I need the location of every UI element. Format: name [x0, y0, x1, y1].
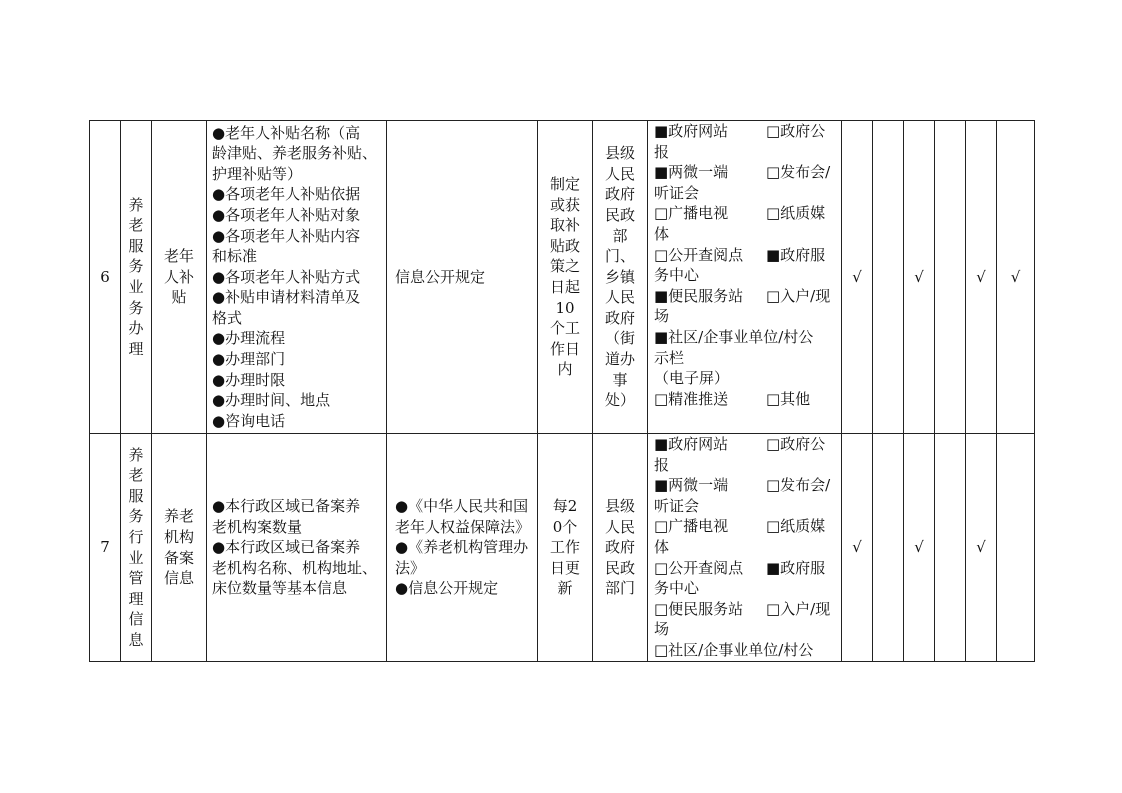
channel-line: [654, 183, 835, 204]
check-mark: √: [1010, 267, 1021, 286]
channels-cell: [648, 434, 842, 662]
channel-option: （电子屏）: [654, 369, 730, 388]
basis-line: 信息公开规定: [395, 267, 486, 286]
content-line: ●各项老年人补贴对象: [212, 205, 361, 224]
channel-option: 听证会: [654, 496, 700, 515]
channel-line: [654, 327, 835, 348]
channel-option: ■两微一端: [654, 163, 729, 182]
content-line: ●办理流程: [212, 329, 286, 348]
content-line: ●老年人补贴名称（高: [212, 123, 361, 142]
check-mark: √: [976, 538, 986, 557]
row-number-cell: [90, 434, 121, 662]
channel-option: □发布会/: [766, 163, 831, 182]
channel-line: [654, 578, 835, 599]
content-cell: [207, 121, 387, 434]
mark-cell: [842, 434, 873, 662]
channel-line: [654, 203, 835, 224]
channel-line: [654, 306, 835, 327]
channel-line: [654, 558, 835, 579]
disclosure-table: [89, 120, 1035, 662]
channel-line: [654, 619, 835, 640]
deadline-text: 每20个工作日更新: [549, 497, 580, 598]
check-mark: √: [976, 267, 986, 286]
channel-option: □入户/现: [766, 286, 831, 305]
mark-cell: [904, 121, 935, 434]
item-cell: [152, 434, 207, 662]
row-number: 6: [100, 267, 110, 286]
channel-option: □公开查阅点: [654, 558, 744, 577]
category-text: 养老服务行业管理信息: [128, 445, 144, 649]
content-line: ●补贴申请材料清单及: [212, 288, 361, 307]
category-cell: [121, 121, 152, 434]
channel-line: [654, 245, 835, 266]
channel-option: ■政府服: [766, 245, 826, 264]
channel-line: [654, 286, 835, 307]
channel-option: 务中心: [654, 579, 700, 598]
channel-option: □政府公: [766, 122, 826, 140]
channel-option: □纸质媒: [766, 204, 826, 223]
item-text: 养老机构备案信息: [163, 507, 194, 588]
basis-line: ●《中华人民共和国: [395, 497, 529, 516]
deadline-cell: [538, 434, 593, 662]
channel-option: □发布会/: [766, 476, 831, 495]
content-line: 护理补贴等）: [212, 164, 303, 183]
channel-option: □纸质媒: [766, 517, 826, 536]
category-cell: [121, 434, 152, 662]
channel-option: □政府公: [766, 435, 826, 453]
content-line: ●各项老年人补贴方式: [212, 267, 361, 286]
channel-option: ■便民服务站: [654, 286, 744, 305]
channel-line: [654, 224, 835, 245]
channel-option: 示栏: [654, 348, 685, 367]
mark-cell: [966, 434, 997, 662]
channel-option: 场: [654, 620, 670, 639]
channel-option: 场: [654, 307, 670, 326]
table-row: [90, 434, 1035, 662]
content-line: ●办理时限: [212, 370, 286, 389]
channel-line: [654, 516, 835, 537]
basis-line: 老年人权益保障法》: [395, 517, 531, 536]
content-line: ●本行政区域已备案养: [212, 497, 361, 516]
mark-cell: [935, 121, 966, 434]
channel-line: [654, 455, 835, 476]
check-mark: √: [852, 267, 862, 286]
channel-option: 务中心: [654, 266, 700, 285]
channel-option: □精准推送: [654, 389, 729, 408]
channel-option: 体: [654, 224, 670, 243]
mark-cell: [842, 121, 873, 434]
content-line: ●咨询电话: [212, 411, 286, 430]
channel-line: [654, 496, 835, 517]
channel-option: □入户/现: [766, 599, 831, 618]
basis-line: 法》: [395, 558, 426, 577]
channel-option: □便民服务站: [654, 599, 744, 618]
channel-option: 听证会: [654, 183, 700, 202]
category-text: 养老服务业务办理: [128, 195, 144, 358]
channel-option: ■政府服: [766, 558, 826, 577]
channels-cell: [648, 121, 842, 434]
channel-option: 报: [654, 142, 670, 161]
channel-option: □广播电视: [654, 204, 729, 223]
row-number: 7: [100, 538, 110, 557]
channel-option: □公开查阅点: [654, 245, 744, 264]
content-line: 龄津贴、养老服务补贴、: [212, 144, 378, 163]
channel-line: [654, 599, 835, 620]
item-cell: [152, 121, 207, 434]
check-mark: √: [914, 538, 924, 557]
subject-text: 县级人民政府民政部门: [604, 497, 635, 598]
basis-line: ●信息公开规定: [395, 579, 499, 598]
channel-line: [654, 121, 835, 142]
content-line: 和标准: [212, 247, 258, 266]
channel-line: [654, 348, 835, 369]
deadline-text: 制定或获取补贴政策之日起10个工作日内: [549, 175, 580, 379]
content-line: ●办理时间、地点: [212, 391, 331, 410]
channel-option: ■政府网站: [654, 122, 729, 140]
channel-option: 报: [654, 455, 670, 474]
mark-cell: [873, 121, 904, 434]
content-line: ●各项老年人补贴内容: [212, 226, 361, 245]
item-text: 老年人补贴: [163, 247, 194, 307]
check-mark: √: [914, 267, 924, 286]
channel-option: 体: [654, 537, 670, 556]
channel-line: [654, 265, 835, 286]
channel-line: [654, 475, 835, 496]
channel-line: [654, 162, 835, 183]
content-line: 老机构案数量: [212, 517, 303, 536]
content-line: 格式: [212, 308, 243, 327]
mark-cell: [966, 121, 997, 434]
channel-line: [654, 434, 835, 455]
basis-cell: [387, 121, 538, 434]
basis-line: ●《养老机构管理办: [395, 538, 529, 557]
content-line: ●各项老年人补贴依据: [212, 185, 361, 204]
subject-text: 县级人民政府民政部门、乡镇人民政府（街道办事处）: [604, 144, 635, 410]
check-mark: √: [852, 538, 862, 557]
channel-option: ■两微一端: [654, 476, 729, 495]
channel-option: ■社区/企事业单位/村公: [654, 327, 814, 346]
content-line: 老机构名称、机构地址、: [212, 558, 378, 577]
content-line: ●办理部门: [212, 350, 286, 369]
mark-cell: [904, 434, 935, 662]
content-cell: [207, 434, 387, 662]
deadline-cell: [538, 121, 593, 434]
mark-cell: [997, 434, 1035, 662]
channel-line: [654, 142, 835, 163]
subject-cell: [593, 434, 648, 662]
channel-option: □广播电视: [654, 517, 729, 536]
mark-cell: [873, 434, 904, 662]
row-number-cell: [90, 121, 121, 434]
channel-line: [654, 640, 835, 661]
subject-cell: [593, 121, 648, 434]
channel-option: □社区/企事业单位/村公: [654, 640, 814, 659]
content-line: 床位数量等基本信息: [212, 579, 348, 598]
mark-cell: [997, 121, 1035, 434]
content-line: ●本行政区域已备案养: [212, 538, 361, 557]
table-row: [90, 121, 1035, 434]
channel-option: ■政府网站: [654, 435, 729, 453]
channel-line: [654, 389, 835, 410]
channel-line: [654, 537, 835, 558]
channel-option: □其他: [766, 389, 811, 408]
basis-cell: [387, 434, 538, 662]
mark-cell: [935, 434, 966, 662]
channel-line: [654, 368, 835, 389]
